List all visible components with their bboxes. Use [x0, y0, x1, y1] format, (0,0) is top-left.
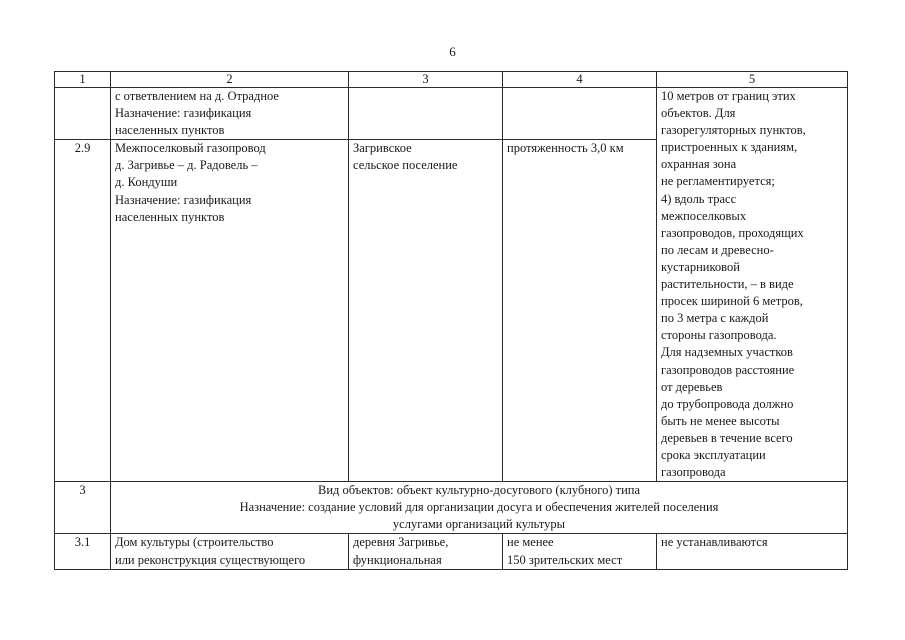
- location-cell: [349, 140, 503, 482]
- row-number: 3.1: [55, 534, 111, 569]
- text-line: функциональная: [353, 552, 442, 567]
- object-name-cell: [111, 140, 349, 482]
- text-line: 4) вдоль трасс: [661, 191, 737, 206]
- text-line: по лесам и древесно-: [661, 242, 774, 257]
- objects-table: [54, 71, 848, 570]
- text-line: пристроенных к зданиям,: [661, 140, 798, 155]
- text-line: д. Кондуши: [115, 175, 178, 190]
- text-line: с ответвлением на д. Отрадное: [115, 89, 279, 103]
- text-line: деревня Загривье,: [353, 535, 449, 550]
- zone-description-cell: [657, 534, 848, 569]
- text-line: объектов. Для: [661, 106, 736, 121]
- text-line: деревьев в течение всего: [661, 430, 793, 445]
- text-line: быть не менее высоты: [661, 413, 780, 428]
- characteristics-cell: [503, 88, 657, 140]
- text-line: не устанавливаются: [661, 535, 768, 550]
- text-line: протяженность 3,0 км: [507, 141, 624, 156]
- row-number: 2.9: [55, 140, 111, 482]
- text-line: просек шириной 6 метров,: [661, 294, 803, 309]
- column-number: 5: [657, 72, 848, 88]
- characteristics-cell: [503, 534, 657, 569]
- text-line: населенных пунктов: [115, 123, 225, 138]
- column-number: 4: [503, 72, 657, 88]
- column-number: 1: [55, 72, 111, 88]
- column-number: 3: [349, 72, 503, 88]
- table-row-continued: [55, 88, 848, 140]
- section-row: [55, 482, 848, 534]
- location-cell: [349, 88, 503, 140]
- text-line: Межпоселковый газопровод: [115, 141, 266, 156]
- location-cell: [349, 534, 503, 569]
- text-line: газопровода: [661, 465, 726, 480]
- section-description: [111, 482, 848, 534]
- text-line: или реконструкция существующего: [115, 552, 306, 567]
- text-line: стороны газопровода.: [661, 328, 777, 343]
- text-line: населенных пунктов: [115, 209, 225, 224]
- text-line: сельское поселение: [353, 158, 458, 173]
- object-name-cell: [111, 534, 349, 569]
- column-number-row: [55, 72, 848, 88]
- text-line: не менее: [507, 535, 554, 550]
- text-line: не регламентируется;: [661, 174, 775, 189]
- section-number: 3: [55, 482, 111, 534]
- text-line: газорегуляторных пунктов,: [661, 123, 806, 138]
- text-line: Вид объектов: объект культурно-досугового (клубного) типа: [317, 483, 641, 498]
- column-number: 2: [111, 72, 349, 88]
- text-line: по 3 метра с каждой: [661, 311, 769, 326]
- object-name-cell: [111, 88, 349, 140]
- text-line: кустарниковой: [661, 259, 740, 274]
- text-line: 150 зрительских мест: [507, 552, 623, 567]
- text-line: Назначение: газификация: [115, 106, 252, 121]
- text-line: д. Загривье – д. Радовель –: [115, 158, 258, 173]
- text-line: от деревьев: [661, 379, 723, 394]
- text-line: Загривское: [353, 141, 412, 156]
- text-line: растительности, – в виде: [661, 277, 794, 292]
- text-line: охранная зона: [661, 157, 737, 172]
- characteristics-cell: [503, 140, 657, 482]
- text-line: услугами организаций культуры: [392, 517, 566, 532]
- row-number: [55, 88, 111, 140]
- zone-description-cell: [657, 88, 848, 482]
- table-row: [55, 534, 848, 569]
- text-line: 10 метров от границ этих: [661, 89, 796, 103]
- text-line: газопроводов расстояние: [661, 362, 795, 377]
- text-line: межпоселковых: [661, 208, 747, 223]
- text-line: Назначение: газификация: [115, 192, 252, 207]
- text-line: срока эксплуатации: [661, 447, 766, 462]
- text-line: Для надземных участков: [661, 345, 793, 360]
- text-line: до трубопровода должно: [661, 396, 794, 411]
- text-line: Назначение: создание условий для организации досуга и обеспечения жителей поселения: [239, 500, 719, 515]
- page-number: 6: [449, 44, 456, 59]
- text-line: газопроводов, проходящих: [661, 225, 804, 240]
- text-line: Дом культуры (строительство: [115, 535, 274, 550]
